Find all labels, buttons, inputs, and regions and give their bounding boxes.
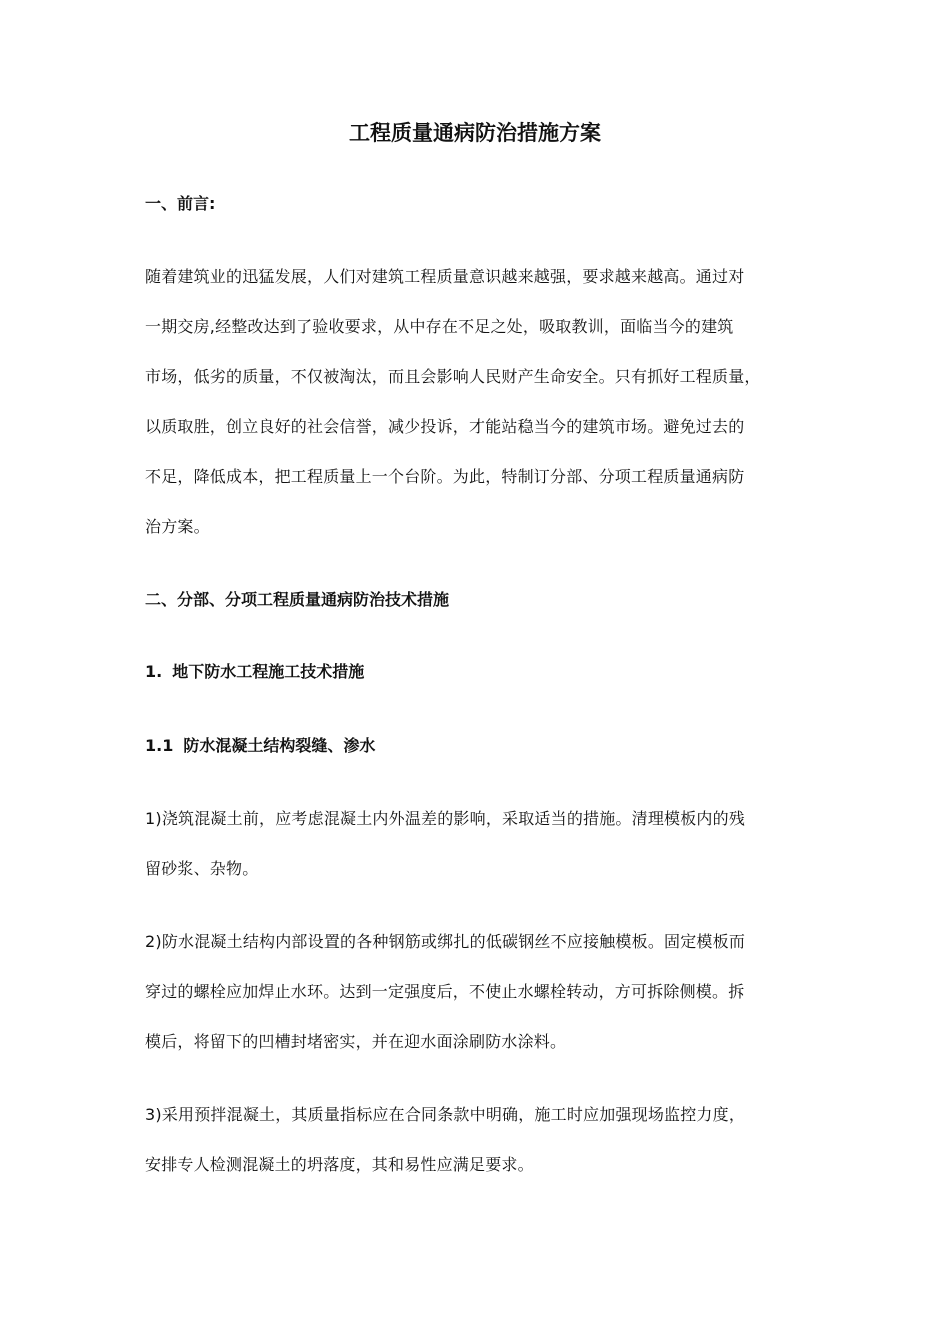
paragraph-line: 安排专人检测混凝土的坍落度，其和易性应满足要求。 <box>145 1155 534 1174</box>
subsection-title: 地下防水工程施工技术措施 <box>172 662 365 681</box>
subsection-heading-1 <box>145 660 364 684</box>
paragraph-line: 留砂浆、杂物。 <box>145 859 259 878</box>
section-heading-measures: 二、分部、分项工程质量通病防治技术措施 <box>145 590 450 609</box>
paragraph-line: 3)采用预拌混凝土，其质量指标应在合同条款中明确，施工时应加强现场监控力度， <box>145 1105 746 1124</box>
subsection-number: 1. <box>145 662 163 681</box>
measure-item-3 <box>145 1090 810 1190</box>
subsection-heading-1-1 <box>145 734 375 758</box>
paragraph-line: 不足，降低成本，把工程质量上一个台阶。为此，特制订分部、分项工程质量通病防 <box>145 467 745 486</box>
preface-paragraph <box>145 252 810 552</box>
document-title: 工程质量通病防治措施方案 <box>349 121 601 145</box>
paragraph-line: 市场，低劣的质量，不仅被淘汰，而且会影响人民财产生命安全。只有抓好工程质量， <box>145 367 761 386</box>
section-heading-preface: 一、前言: <box>145 194 216 213</box>
paragraph-line: 以质取胜，创立良好的社会信誉，减少投诉，才能站稳当今的建筑市场。避免过去的 <box>145 417 745 436</box>
paragraph-line: 治方案。 <box>145 517 210 536</box>
subsection-number: 1.1 <box>145 736 174 755</box>
paragraph-line: 穿过的螺栓应加焊止水环。达到一定强度后，不使止水螺栓转动，方可拆除侧模。拆 <box>145 982 745 1001</box>
paragraph-line: 随着建筑业的迅猛发展，人们对建筑工程质量意识越来越强，要求越来越高。通过对 <box>145 267 745 286</box>
paragraph-line: 模后，将留下的凹槽封堵密实，并在迎水面涂刷防水涂料。 <box>145 1032 567 1051</box>
paragraph-line: 1)浇筑混凝土前，应考虑混凝土内外温差的影响，采取适当的措施。清理模板内的残 <box>145 809 746 828</box>
measure-item-1 <box>145 794 810 894</box>
subsection-title: 防水混凝土结构裂缝、渗水 <box>183 736 376 755</box>
paragraph-line: 2)防水混凝土结构内部设置的各种钢筋或绑扎的低碳钢丝不应接触模板。固定模板而 <box>145 932 746 951</box>
paragraph-line: 一期交房,经整改达到了验收要求，从中存在不足之处，吸取教训，面临当今的建筑 <box>145 317 734 336</box>
measure-item-2 <box>145 917 810 1067</box>
